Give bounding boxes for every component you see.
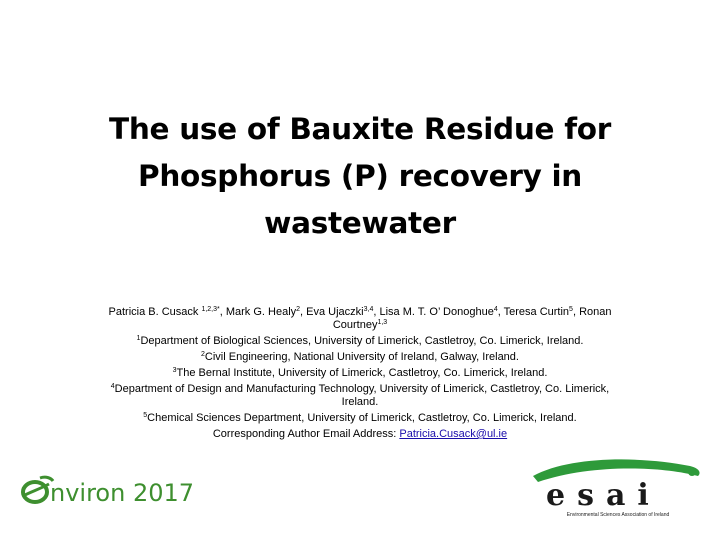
author-list: Patricia B. Cusack $^{1,2,3*}$, Mark G. Healy$^2$, Eva Ujaczki$^{3,4}$, Lisa M. T. O’ Donoghue$^4$, Teresa Curtin$^5$, Ronan Courtney$^{1,3}$ xyxy=(108,306,612,331)
leaf-e-icon xyxy=(23,477,53,502)
title-line: Phosphorus (P) recovery in xyxy=(138,159,582,193)
esai-caption: Environmental Sciences Association of Ireland xyxy=(566,512,670,518)
affiliation: $^4$Department of Design and Manufacturing Technology, University of Limerick, Castletroy, Co. Limerick, Ireland. xyxy=(110,383,610,408)
environ-text: nviron 2017 xyxy=(50,479,195,507)
title-line: The use of Bauxite Residue for xyxy=(109,112,611,146)
affiliation: $^1$Department of Biological Sciences, University of Limerick, Castletroy, Co. Limerick, Ireland. xyxy=(136,335,584,347)
esai-logo xyxy=(530,458,705,520)
affiliation: $^3$The Bernal Institute, University of Limerick, Castletroy, Co. Limerick, Ireland. xyxy=(172,367,548,379)
esai-wordmark: esai xyxy=(546,478,661,513)
email-link[interactable]: Patricia.Cusack@ul.ie xyxy=(399,428,508,440)
affiliation: $^2$Civil Engineering, National University of Ireland, Galway, Ireland. xyxy=(201,351,519,363)
slide-body xyxy=(100,306,620,444)
esai-dot-icon xyxy=(688,468,696,476)
affiliation: $^5$Chemical Sciences Department, University of Limerick, Castletroy, Co. Limerick, Ireland. xyxy=(143,412,577,424)
corresponding-author: Corresponding Author Email Address: Patricia.Cusack@ul.ie xyxy=(212,428,508,440)
environ-logo xyxy=(20,472,230,512)
slide-title xyxy=(60,106,660,247)
title-line: wastewater xyxy=(264,206,456,240)
